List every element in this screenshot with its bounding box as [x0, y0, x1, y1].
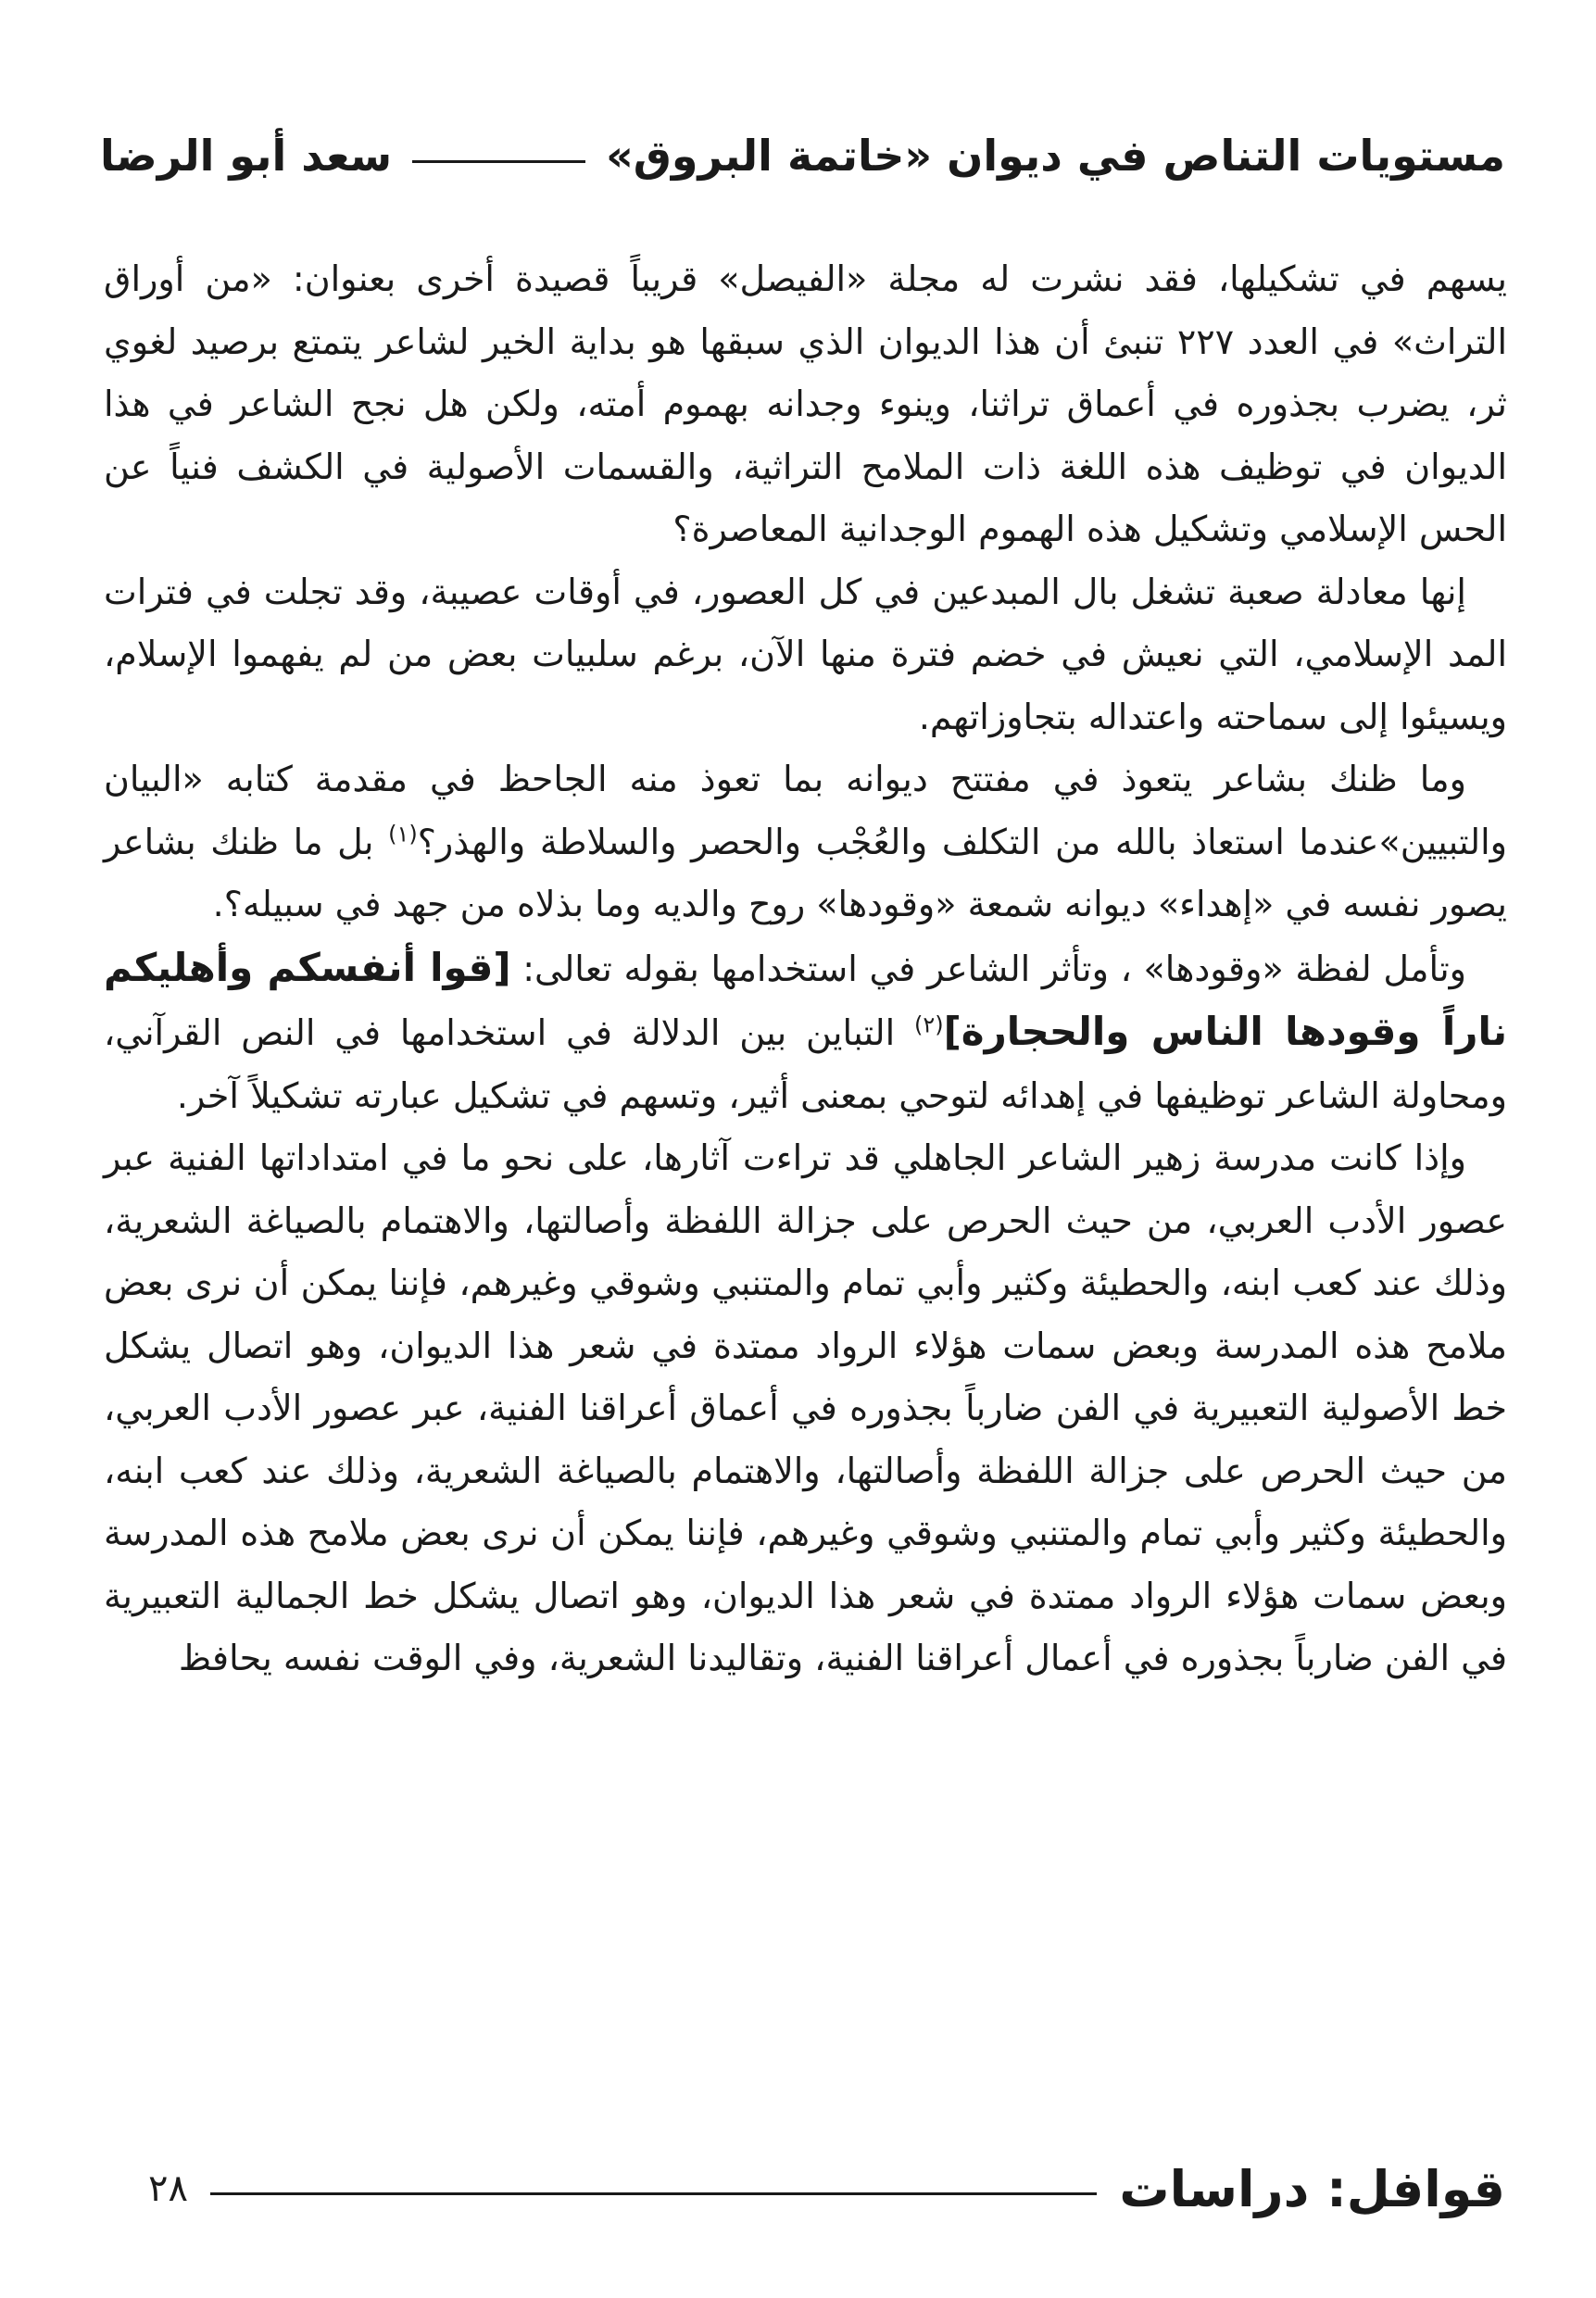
- paragraph-4-text-b: التباين بين الدلالة في استخدامها في النص القرآني، ومحاولة الشاعر توظيفها في إهدائه لتوحي بمعنى أثير، وتسهم في تشكيل عبارته تشكيلاً آخر.: [104, 1012, 1507, 1116]
- footnote-ref-2: (٢): [913, 1011, 944, 1038]
- page-number: ٢٨: [148, 2167, 188, 2210]
- paragraph-3: [104, 748, 1507, 936]
- running-footer: [148, 2147, 1505, 2230]
- footnote-ref-1: (١): [388, 820, 418, 847]
- footer-rule: [210, 2192, 1097, 2195]
- author-name: سعد أبو الرضا: [100, 131, 393, 181]
- paragraph-4: [104, 936, 1507, 1128]
- paragraph-3-text-b: بل ما ظنك بشاعر يصور نفسه في «إهداء» ديوانه شمعة «وقودها» روح والديه وما بذلاه من جهد في سبيله؟.: [104, 821, 1507, 924]
- paragraph-3-text-a: وما ظنك بشاعر يتعوذ في مفتتح ديوانه بما تعوذ منه الجاحظ في مقدمة كتابه «البيان والتبيين»عندما استعاذ بالله من التكلف والعُجْب والحصر والسلاطة والهذر؟: [104, 759, 1507, 862]
- quran-verse: [قوا أنفسكم وأهليكم ناراً وقودها الناس والحجارة]: [104, 944, 1507, 1054]
- article-title: مستويات التناص في ديوان «خاتمة البروق»: [606, 131, 1505, 181]
- paragraph-5: وإذا كانت مدرسة زهير الشاعر الجاهلي قد تراءت آثارها، على نحو ما في امتداداتها الفنية عبر عصور الأدب العربي، من حيث الحرص على جزالة اللفظة وأصالتها، والاهتمام بالصياغة الشعرية، وذلك عند كعب ابنه، والحطيئة وكثير وأبي تمام والمتنبي وشوقي وغيرهم، فإننا يمكن أن نرى بعض ملامح هذه المدرسة وبعض سمات هؤلاء الرواد ممتدة في شعر هذا الديوان، وهو اتصال يشكل خط الأصولية التعبيرية في الفن ضارباً بجذوره في أعماق أعراقنا الفنية، عبر عصور الأدب العربي، من حيث الحرص على جزالة اللفظة وأصالتها، والاهتمام بالصياغة الشعرية، وذلك عند كعب ابنه، والحطيئة وكثير وأبي تمام والمتنبي وشوقي وغيرهم، فإننا يمكن أن نرى بعض ملامح هذه المدرسة وبعض سمات هؤلاء الرواد ممتدة في شعر هذا الديوان، وهو اتصال يشكل خط الجمالية التعبيرية في الفن ضارباً بجذوره في أعمال أعراقنا الفنية، وتقاليدنا الشعرية، وفي الوقت نفسه يحافظ: [104, 1137, 1507, 1678]
- body-text: [104, 248, 1507, 1690]
- running-header: [100, 119, 1505, 193]
- paragraph-4-text-a: وتأمل لفظة «وقودها» ، وتأثر الشاعر في استخدامها بقوله تعالى:: [510, 948, 1466, 989]
- journal-name: قوافل: دراسات: [1119, 2159, 1505, 2218]
- paragraph-2: إنها معادلة صعبة تشغل بال المبدعين في كل العصور، في أوقات عصيبة، وقد تجلت في فترات المد الإسلامي، التي نعيش في خضم فترة منها الآن، برغم سلبيات بعض من لم يفهموا الإسلام، ويسيئوا إلى سماحته واعتداله بتجاوزاتهم.: [104, 571, 1507, 737]
- header-rule: [412, 160, 585, 163]
- paragraph-1: يسهم في تشكيلها، فقد نشرت له مجلة «الفيصل» قريباً قصيدة أخرى بعنوان: «من أوراق التراث» في العدد ٢٢٧ تنبئ أن هذا الديوان الذي سبقها هو بداية الخير لشاعر يتمتع برصيد لغوي ثر، يضرب بجذوره في أعماق تراثنا، وينوء وجدانه بهموم أمته، ولكن هل نجح الشاعر في هذا الديوان في توظيف هذه اللغة ذات الملامح التراثية، والقسمات الأصولية في الكشف فنياً عن الحس الإسلامي وتشكيل هذه الهموم الوجدانية المعاصرة؟: [104, 258, 1507, 549]
